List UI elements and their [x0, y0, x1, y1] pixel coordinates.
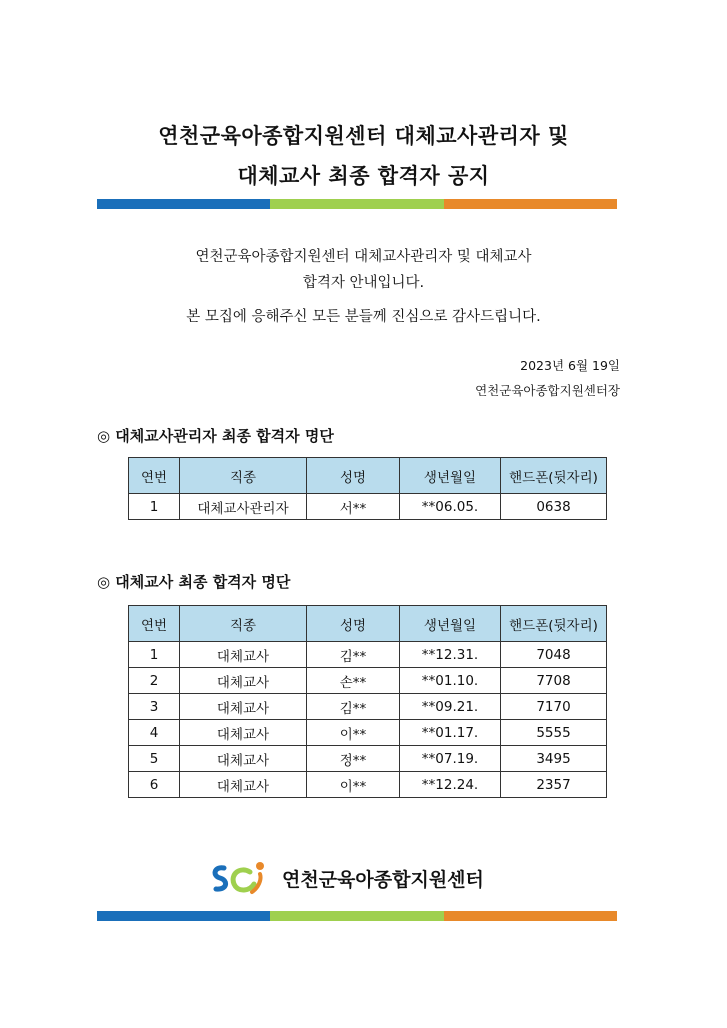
table-cell: 대체교사	[180, 668, 307, 694]
column-header: 연번	[129, 458, 180, 494]
table-cell: 7170	[501, 694, 607, 720]
bottom-color-bar	[97, 911, 617, 921]
table-row	[129, 694, 607, 720]
color-bar-orange-segment	[444, 911, 617, 921]
table-row	[129, 668, 607, 694]
page-title-line-2: 대체교사 최종 합격자 공지	[237, 164, 490, 188]
table-header-row	[129, 458, 607, 494]
table-cell: 5	[129, 746, 180, 772]
yeoncheon-center-logo-icon	[210, 858, 274, 898]
intro-line-2: 합격자 안내입니다.	[302, 275, 425, 291]
column-header: 핸드폰(뒷자리)	[501, 606, 607, 642]
table-cell: **06.05.	[400, 494, 501, 520]
section-heading-manager: ◎ 대체교사관리자 최종 합격자 명단	[97, 427, 334, 445]
column-header: 연번	[129, 606, 180, 642]
column-header: 성명	[307, 458, 400, 494]
table-row	[129, 642, 607, 668]
table-cell: **12.31.	[400, 642, 501, 668]
table-cell: **12.24.	[400, 772, 501, 798]
table-cell: 1	[129, 494, 180, 520]
table-cell: 6	[129, 772, 180, 798]
column-header: 성명	[307, 606, 400, 642]
column-header: 핸드폰(뒷자리)	[501, 458, 607, 494]
table-cell: 서**	[307, 494, 400, 520]
table-cell: 대체교사	[180, 772, 307, 798]
table-cell: **01.10.	[400, 668, 501, 694]
table-cell: **01.17.	[400, 720, 501, 746]
table-cell: 김**	[307, 642, 400, 668]
table-cell: 정**	[307, 746, 400, 772]
table-cell: 손**	[307, 668, 400, 694]
footer-org-name: 연천군육아종합지원센터	[282, 869, 484, 891]
teacher-roster-table	[128, 605, 607, 798]
table-cell: 2357	[501, 772, 607, 798]
table-cell: 김**	[307, 694, 400, 720]
color-bar-green-segment	[270, 911, 443, 921]
table-row	[129, 494, 607, 520]
table-cell: 이**	[307, 720, 400, 746]
column-header: 생년월일	[400, 606, 501, 642]
column-header: 직종	[180, 458, 307, 494]
table-cell: **07.19.	[400, 746, 501, 772]
table-row	[129, 772, 607, 798]
intro-line-1: 연천군육아종합지원센터 대체교사관리자 및 대체교사	[195, 249, 532, 265]
table-cell: 대체교사	[180, 642, 307, 668]
table-cell: **09.21.	[400, 694, 501, 720]
color-bar-blue-segment	[97, 911, 270, 921]
color-bar-orange-segment	[444, 199, 617, 209]
table-cell: 7048	[501, 642, 607, 668]
column-header: 직종	[180, 606, 307, 642]
notice-date: 2023년 6월 19일	[520, 358, 620, 373]
table-cell: 7708	[501, 668, 607, 694]
notice-signer: 연천군육아종합지원센터장	[475, 383, 620, 398]
table-cell: 4	[129, 720, 180, 746]
column-header: 생년월일	[400, 458, 501, 494]
top-color-bar	[97, 199, 617, 209]
color-bar-blue-segment	[97, 199, 270, 209]
color-bar-green-segment	[270, 199, 443, 209]
page-title-line-1: 연천군육아종합지원센터 대체교사관리자 및	[158, 124, 569, 148]
table-cell: 대체교사관리자	[180, 494, 307, 520]
table-cell: 3495	[501, 746, 607, 772]
table-cell: 1	[129, 642, 180, 668]
table-cell: 2	[129, 668, 180, 694]
table-cell: 대체교사	[180, 720, 307, 746]
table-row	[129, 720, 607, 746]
table-header-row	[129, 606, 607, 642]
table-cell: 3	[129, 694, 180, 720]
intro-line-3: 본 모집에 응해주신 모든 분들께 진심으로 감사드립니다.	[186, 309, 541, 325]
table-cell: 0638	[501, 494, 607, 520]
table-cell: 이**	[307, 772, 400, 798]
table-row	[129, 746, 607, 772]
table-cell: 대체교사	[180, 746, 307, 772]
table-cell: 5555	[501, 720, 607, 746]
table-cell: 대체교사	[180, 694, 307, 720]
manager-roster-table	[128, 457, 607, 520]
section-heading-teacher: ◎ 대체교사 최종 합격자 명단	[97, 573, 291, 591]
